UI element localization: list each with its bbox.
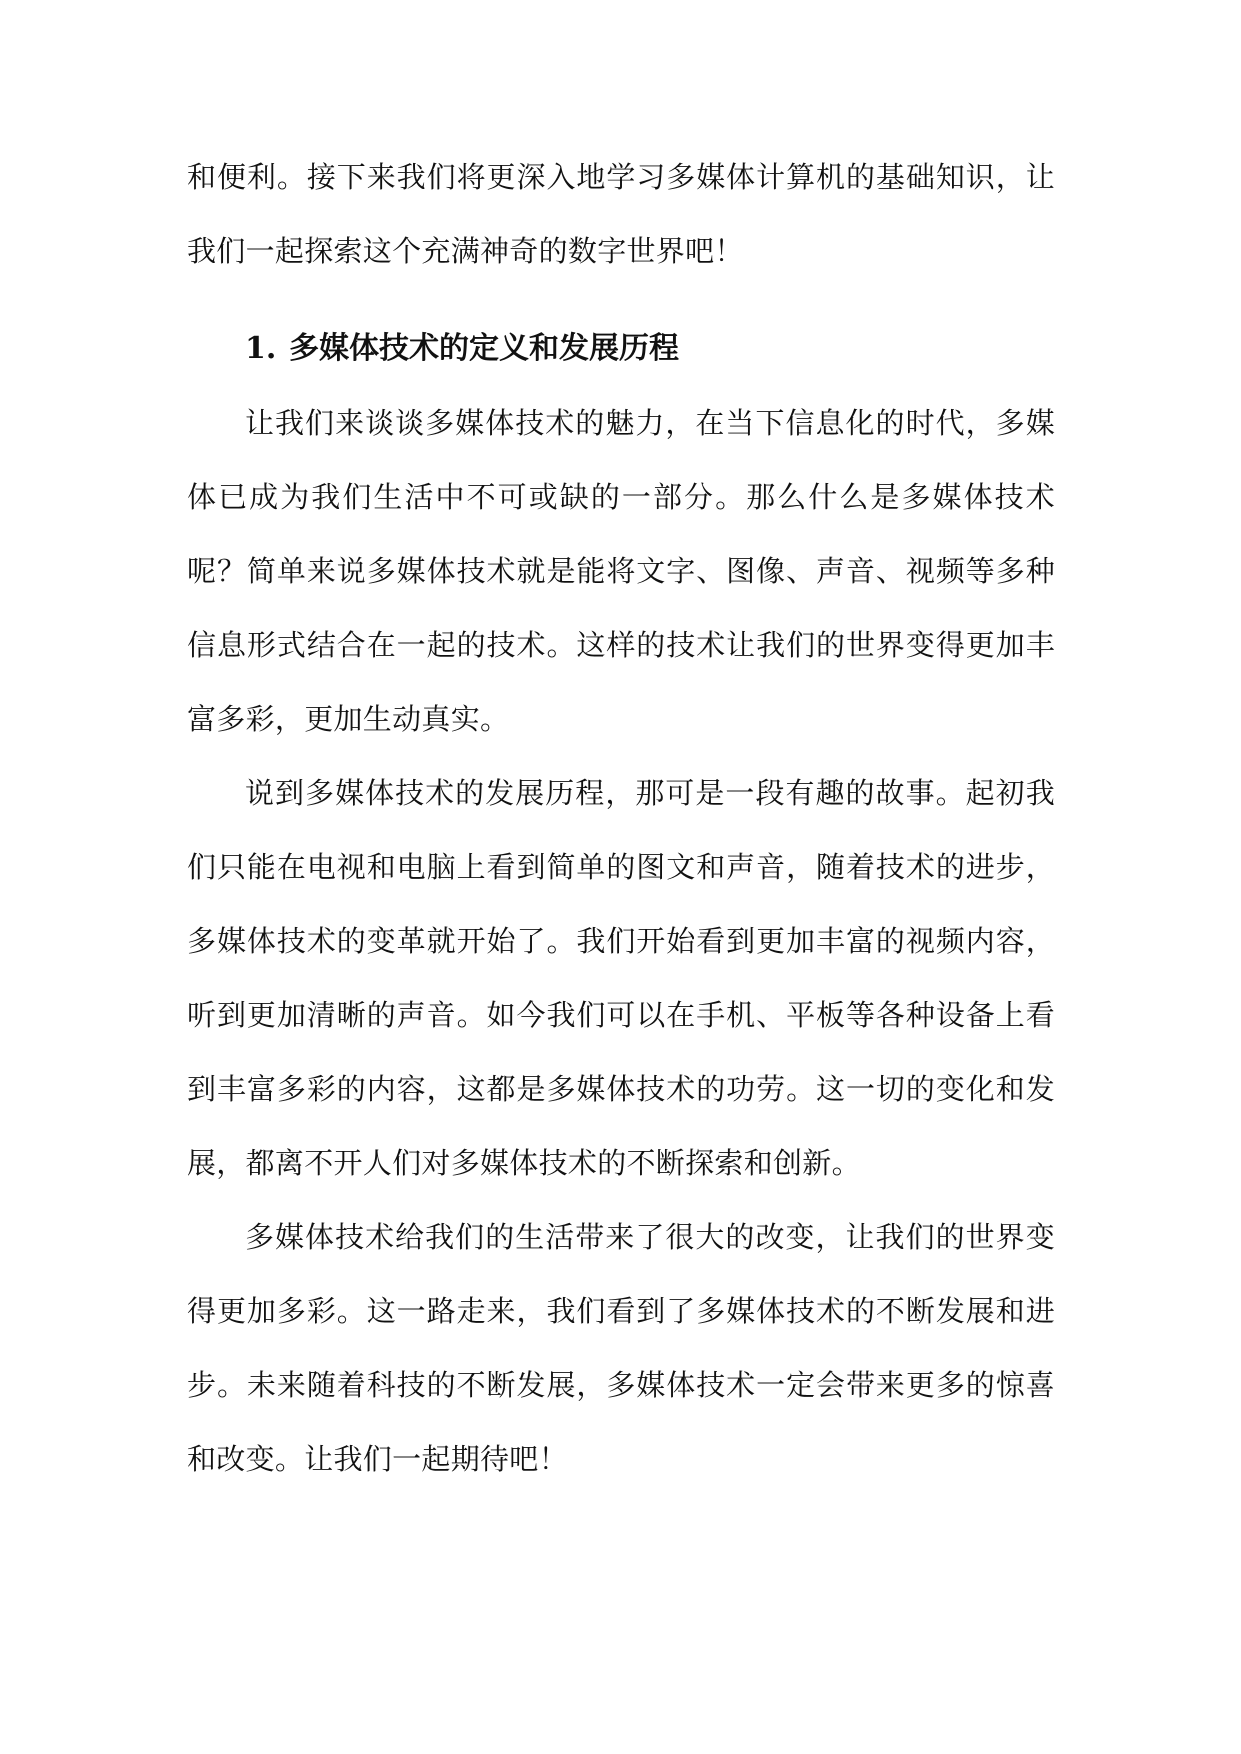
document-body [187,140,1055,1496]
section-heading [187,312,1055,386]
body-paragraph-2: 说到多媒体技术的发展历程，那可是一段有趣的故事。起初我们只能在电视和电脑上看到简单的图文和声音，随着技术的进步，多媒体技术的变革就开始了。我们开始看到更加丰富的视频内容，听到更加清晰的声音。如今我们可以在手机、平板等各种设备上看到丰富多彩的内容，这都是多媒体技术的功劳。这一切的变化和发展，都离不开人们对多媒体技术的不断探索和创新。 [187,776,1055,1180]
section-number: 1. [245,331,277,366]
continuation-paragraph: 和便利。接下来我们将更深入地学习多媒体计算机的基础知识，让我们一起探索这个充满神奇的数字世界吧！ [187,160,1055,268]
body-paragraph-1: 让我们来谈谈多媒体技术的魅力，在当下信息化的时代，多媒体已成为我们生活中不可或缺的一部分。那么什么是多媒体技术呢？简单来说多媒体技术就是能将文字、图像、声音、视频等多种信息形式结合在一起的技术。这样的技术让我们的世界变得更加丰富多彩，更加生动真实。 [187,406,1055,736]
section-title: 多媒体技术的定义和发展历程 [289,331,679,366]
body-paragraph-3: 多媒体技术给我们的生活带来了很大的改变，让我们的世界变得更加多彩。这一路走来，我们看到了多媒体技术的不断发展和进步。未来随着科技的不断发展，多媒体技术一定会带来更多的惊喜和改变。让我们一起期待吧！ [187,1220,1055,1476]
